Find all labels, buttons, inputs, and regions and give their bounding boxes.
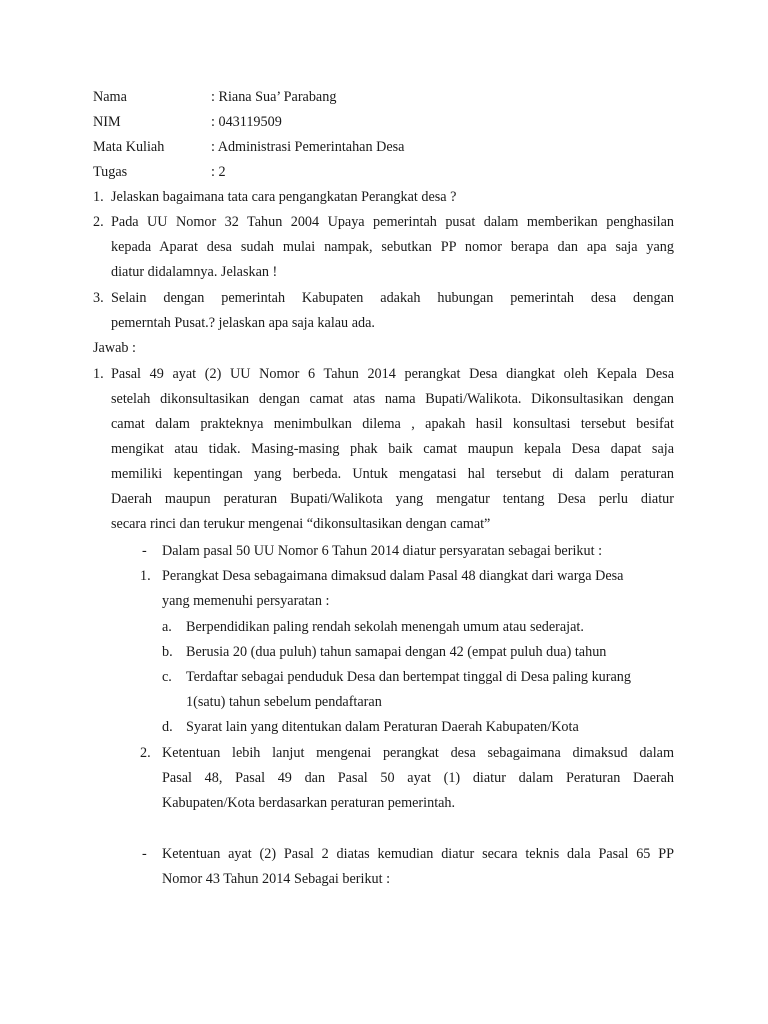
dash-text-2-line-2: Nomor 43 Tahun 2014 Sebagai berikut : [162, 871, 391, 887]
answer-1-number: 1. [93, 366, 104, 382]
question-2-line-2: kepada Aparat desa sudah mulai nampak, sebutkan PP nomor berapa dan apa saja yang [111, 239, 674, 255]
sub-item-1-line-2: yang memenuhi persyaratan : [162, 593, 330, 609]
question-1-text: Jelaskan bagaimana tata cara pengangkatan Perangkat desa ? [111, 189, 457, 205]
question-1-number: 1. [93, 189, 104, 205]
dash-bullet-1: - [142, 543, 147, 559]
nim-label: NIM [93, 114, 121, 130]
question-2-line-1: Pada UU Nomor 32 Tahun 2004 Upaya pemerintah pusat dalam memberikan penghasilan [111, 214, 674, 230]
answer-1-line-7: secara rinci dan terukur mengenai “dikonsultasikan dengan camat” [111, 516, 491, 532]
item-b-letter: b. [162, 644, 173, 660]
item-d-text: Syarat lain yang ditentukan dalam Peraturan Daerah Kabupaten/Kota [186, 719, 579, 735]
sub-item-1-number: 1. [140, 568, 151, 584]
question-2-line-3: diatur didalamnya. Jelaskan ! [111, 264, 278, 280]
answer-label: Jawab : [93, 340, 136, 356]
question-3-line-1: Selain dengan pemerintah Kabupaten adakah hubungan pemerintah desa dengan [111, 290, 674, 306]
answer-1-line-5: memiliki kepentingan yang berbeda. Untuk mengatasi hal tersebut di dalam peraturan [111, 466, 674, 482]
mata-kuliah-label: Mata Kuliah [93, 139, 165, 155]
sub-item-1-line-1: Perangkat Desa sebagaimana dimaksud dalam Pasal 48 diangkat dari warga Desa [162, 568, 624, 584]
sub-item-2-line-1: Ketentuan lebih lanjut mengenai perangkat desa sebagaimana dimaksud dalam [162, 745, 674, 761]
item-c-line-2: 1(satu) tahun sebelum pendaftaran [186, 694, 382, 710]
sub-item-2-number: 2. [140, 745, 151, 761]
nama-value: : Riana Sua’ Parabang [211, 89, 337, 105]
mata-kuliah-value: : Administrasi Pemerintahan Desa [211, 139, 405, 155]
item-a-letter: a. [162, 619, 172, 635]
item-a-text: Berpendidikan paling rendah sekolah menengah umum atau sederajat. [186, 619, 584, 635]
question-2-number: 2. [93, 214, 104, 230]
answer-1-line-4: mengikat atau tidak. Masing-masing phak baik camat maupun kepala Desa dapat saja [111, 441, 674, 457]
question-3-line-2: pemerntah Pusat.? jelaskan apa saja kalau ada. [111, 315, 375, 331]
tugas-label: Tugas [93, 164, 128, 180]
sub-item-2-line-2: Pasal 48, Pasal 49 dan Pasal 50 ayat (1) diatur dalam Peraturan Daerah [162, 770, 674, 786]
nim-value: : 043119509 [211, 114, 282, 130]
answer-1-line-2: setelah dikonsultasikan dengan camat atas nama Bupati/Walikota. Dikonsultasikan dengan [111, 391, 674, 407]
item-d-letter: d. [162, 719, 173, 735]
answer-1-line-6: Daerah maupun peraturan Bupati/Walikota yang mengatur tentang Desa perlu diatur [111, 491, 674, 507]
item-c-line-1: Terdaftar sebagai penduduk Desa dan bertempat tinggal di Desa paling kurang [186, 669, 631, 685]
answer-1-line-3: camat dalam prakteknya menimbulkan dilema , apakah hasil konsultasi tersebut besifat [111, 416, 674, 432]
dash-bullet-2: - [142, 846, 147, 862]
nama-label: Nama [93, 89, 127, 105]
tugas-value: : 2 [211, 164, 226, 180]
dash-text-1: Dalam pasal 50 UU Nomor 6 Tahun 2014 diatur persyaratan sebagai berikut : [162, 543, 603, 559]
item-b-text: Berusia 20 (dua puluh) tahun samapai dengan 42 (empat puluh dua) tahun [186, 644, 607, 660]
dash-text-2-line-1: Ketentuan ayat (2) Pasal 2 diatas kemudian diatur secara teknis dala Pasal 65 PP [162, 846, 674, 862]
item-c-letter: c. [162, 669, 172, 685]
sub-item-2-line-3: Kabupaten/Kota berdasarkan peraturan pemerintah. [162, 795, 456, 811]
question-3-number: 3. [93, 290, 104, 306]
answer-1-line-1: Pasal 49 ayat (2) UU Nomor 6 Tahun 2014 perangkat Desa diangkat oleh Kepala Desa [111, 366, 674, 382]
